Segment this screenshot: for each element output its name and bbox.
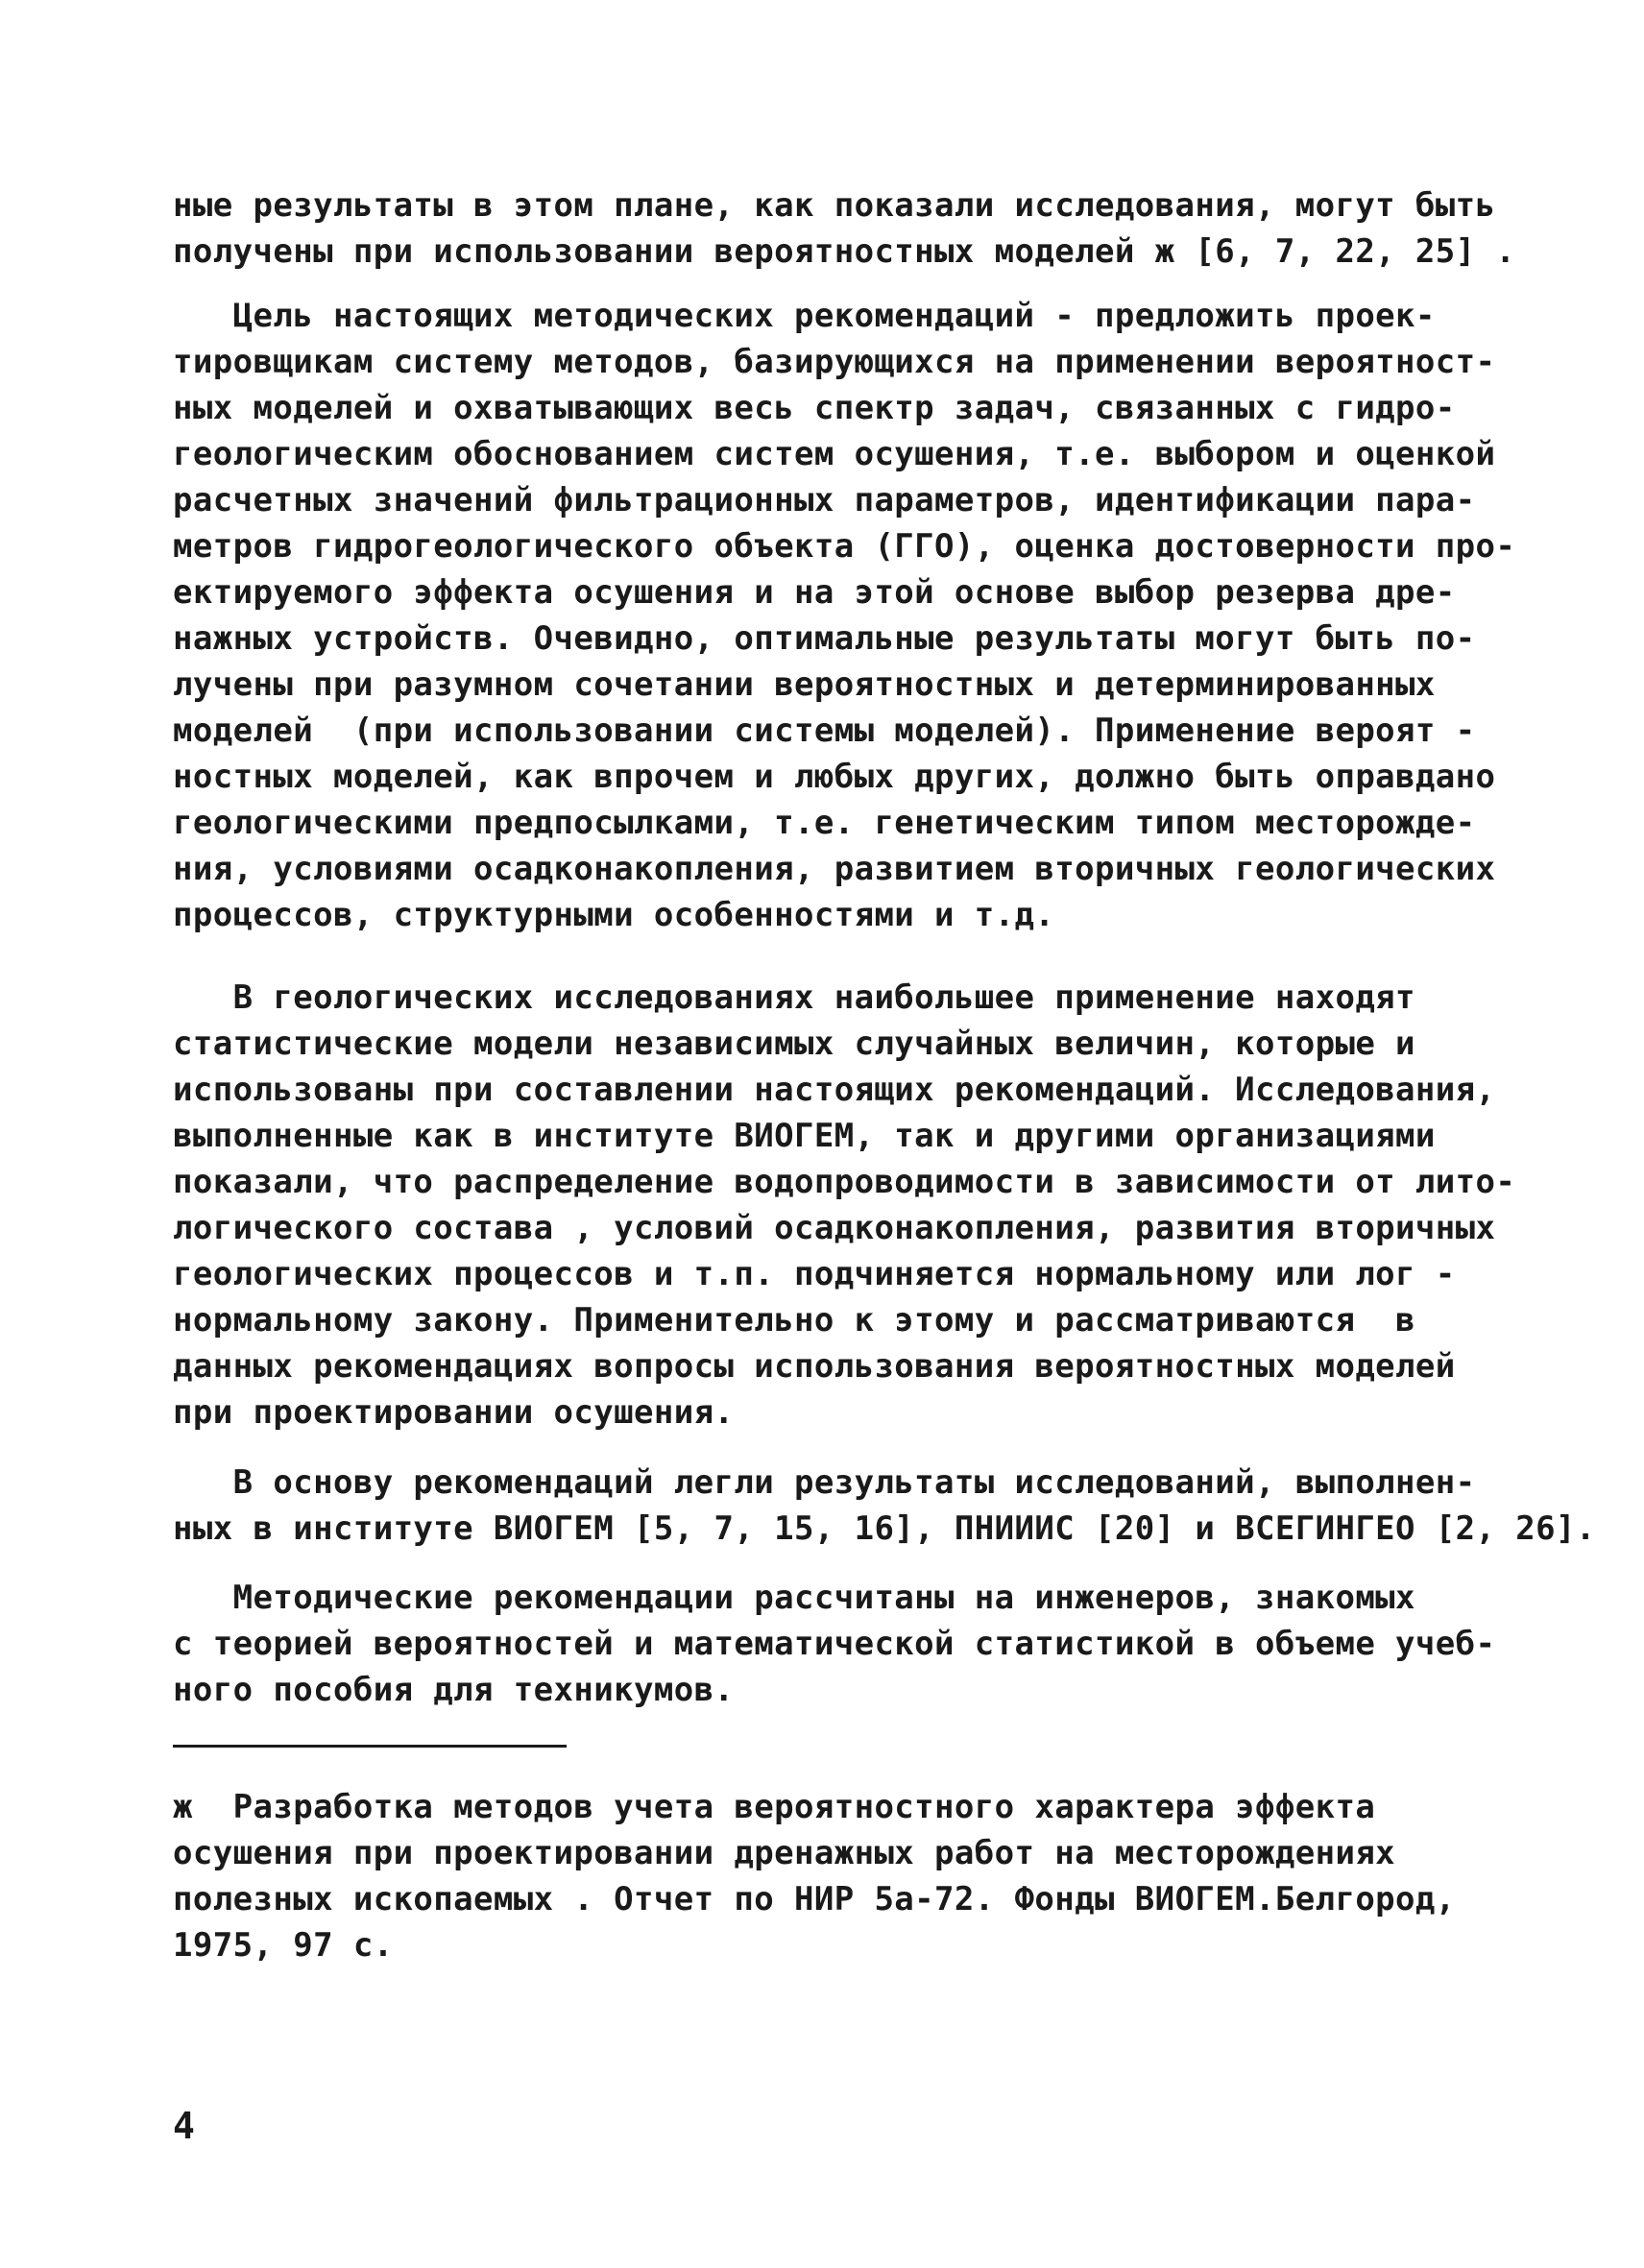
text-line: статистические модели независимых случайных величин, которые и (173, 1025, 1415, 1063)
text-line: В геологических исследованиях наибольшее применение находят (173, 978, 1415, 1017)
text-line: моделей (при использовании системы моделей). Применение вероят - (173, 712, 1476, 750)
text-line: с теорией вероятностей и математической статистикой в объеме учеб- (173, 1625, 1496, 1663)
text-line: геологическими предпосылками, т.е. генетическим типом месторожде- (173, 804, 1476, 842)
text-line: нажных устройств. Очевидно, оптимальные результаты могут быть по- (173, 619, 1476, 658)
text-line: данных рекомендациях вопросы использования вероятностных моделей (173, 1347, 1456, 1386)
text-line: Цель настоящих методических рекомендаций - предложить проек- (173, 297, 1436, 335)
page-number: 4 (173, 2105, 195, 2147)
text-line: при проектировании осушения. (173, 1393, 735, 1432)
text-line: ния, условиями осадконакопления, развитием вторичных геологических (173, 850, 1496, 888)
text-line: Методические рекомендации рассчитаны на инженеров, знакомых (173, 1579, 1415, 1617)
text-line: ного пособия для техникумов. (173, 1671, 735, 1709)
footnote-line: полезных ископаемых . Отчет по НИР 5а-72. Фонды ВИОГЕМ.Белгород, (173, 1880, 1456, 1918)
text-line: ных моделей и охватывающих весь спектр задач, связанных с гидро- (173, 389, 1456, 427)
text-line: показали, что распределение водопроводимости в зависимости от лито- (173, 1163, 1516, 1201)
text-line: ектируемого эффекта осушения и на этой основе выбор резерва дре- (173, 573, 1456, 612)
text-line: ных в институте ВИОГЕМ [5, 7, 15, 16], ПНИИИС [20] и ВСЕГИНГЕО [2, 26]. (173, 1509, 1596, 1548)
footnote-divider (173, 1745, 567, 1748)
text-line: выполненные как в институте ВИОГЕМ, так и другими организациями (173, 1117, 1436, 1155)
text-line: использованы при составлении настоящих рекомендаций. Исследования, (173, 1071, 1496, 1109)
footnote-line: 1975, 97 с. (173, 1926, 394, 1965)
text-line: получены при использовании вероятностных моделей ж [6, 7, 22, 25] . (173, 232, 1516, 271)
footnote-line: ж Разработка методов учета вероятностного характера эффекта (173, 1788, 1376, 1826)
text-line: геологическим обоснованием систем осушения, т.е. выбором и оценкой (173, 435, 1496, 473)
text-line: логического состава , условий осадконакопления, развития вторичных (173, 1209, 1496, 1247)
text-line: ные результаты в этом плане, как показали исследования, могут быть (173, 186, 1496, 225)
text-line: лучены при разумном сочетании вероятностных и детерминированных (173, 665, 1436, 704)
text-line: ностных моделей, как впрочем и любых других, должно быть оправдано (173, 758, 1496, 796)
footnote-line: осушения при проектировании дренажных работ на месторождениях (173, 1834, 1396, 1872)
text-line: геологических процессов и т.п. подчиняется нормальному или лог - (173, 1255, 1456, 1293)
text-line: нормальному закону. Применительно к этому и рассматриваются в (173, 1301, 1415, 1339)
text-line: метров гидрогеологического объекта (ГГО), оценка достоверности про- (173, 527, 1516, 566)
text-line: расчетных значений фильтрационных параметров, идентификации пара- (173, 481, 1476, 519)
text-line: процессов, структурными особенностями и т.д. (173, 896, 1055, 934)
text-line: В основу рекомендаций легли результаты исследований, выполнен- (173, 1463, 1476, 1502)
text-line: тировщикам систему методов, базирующихся на применении вероятност- (173, 343, 1496, 381)
